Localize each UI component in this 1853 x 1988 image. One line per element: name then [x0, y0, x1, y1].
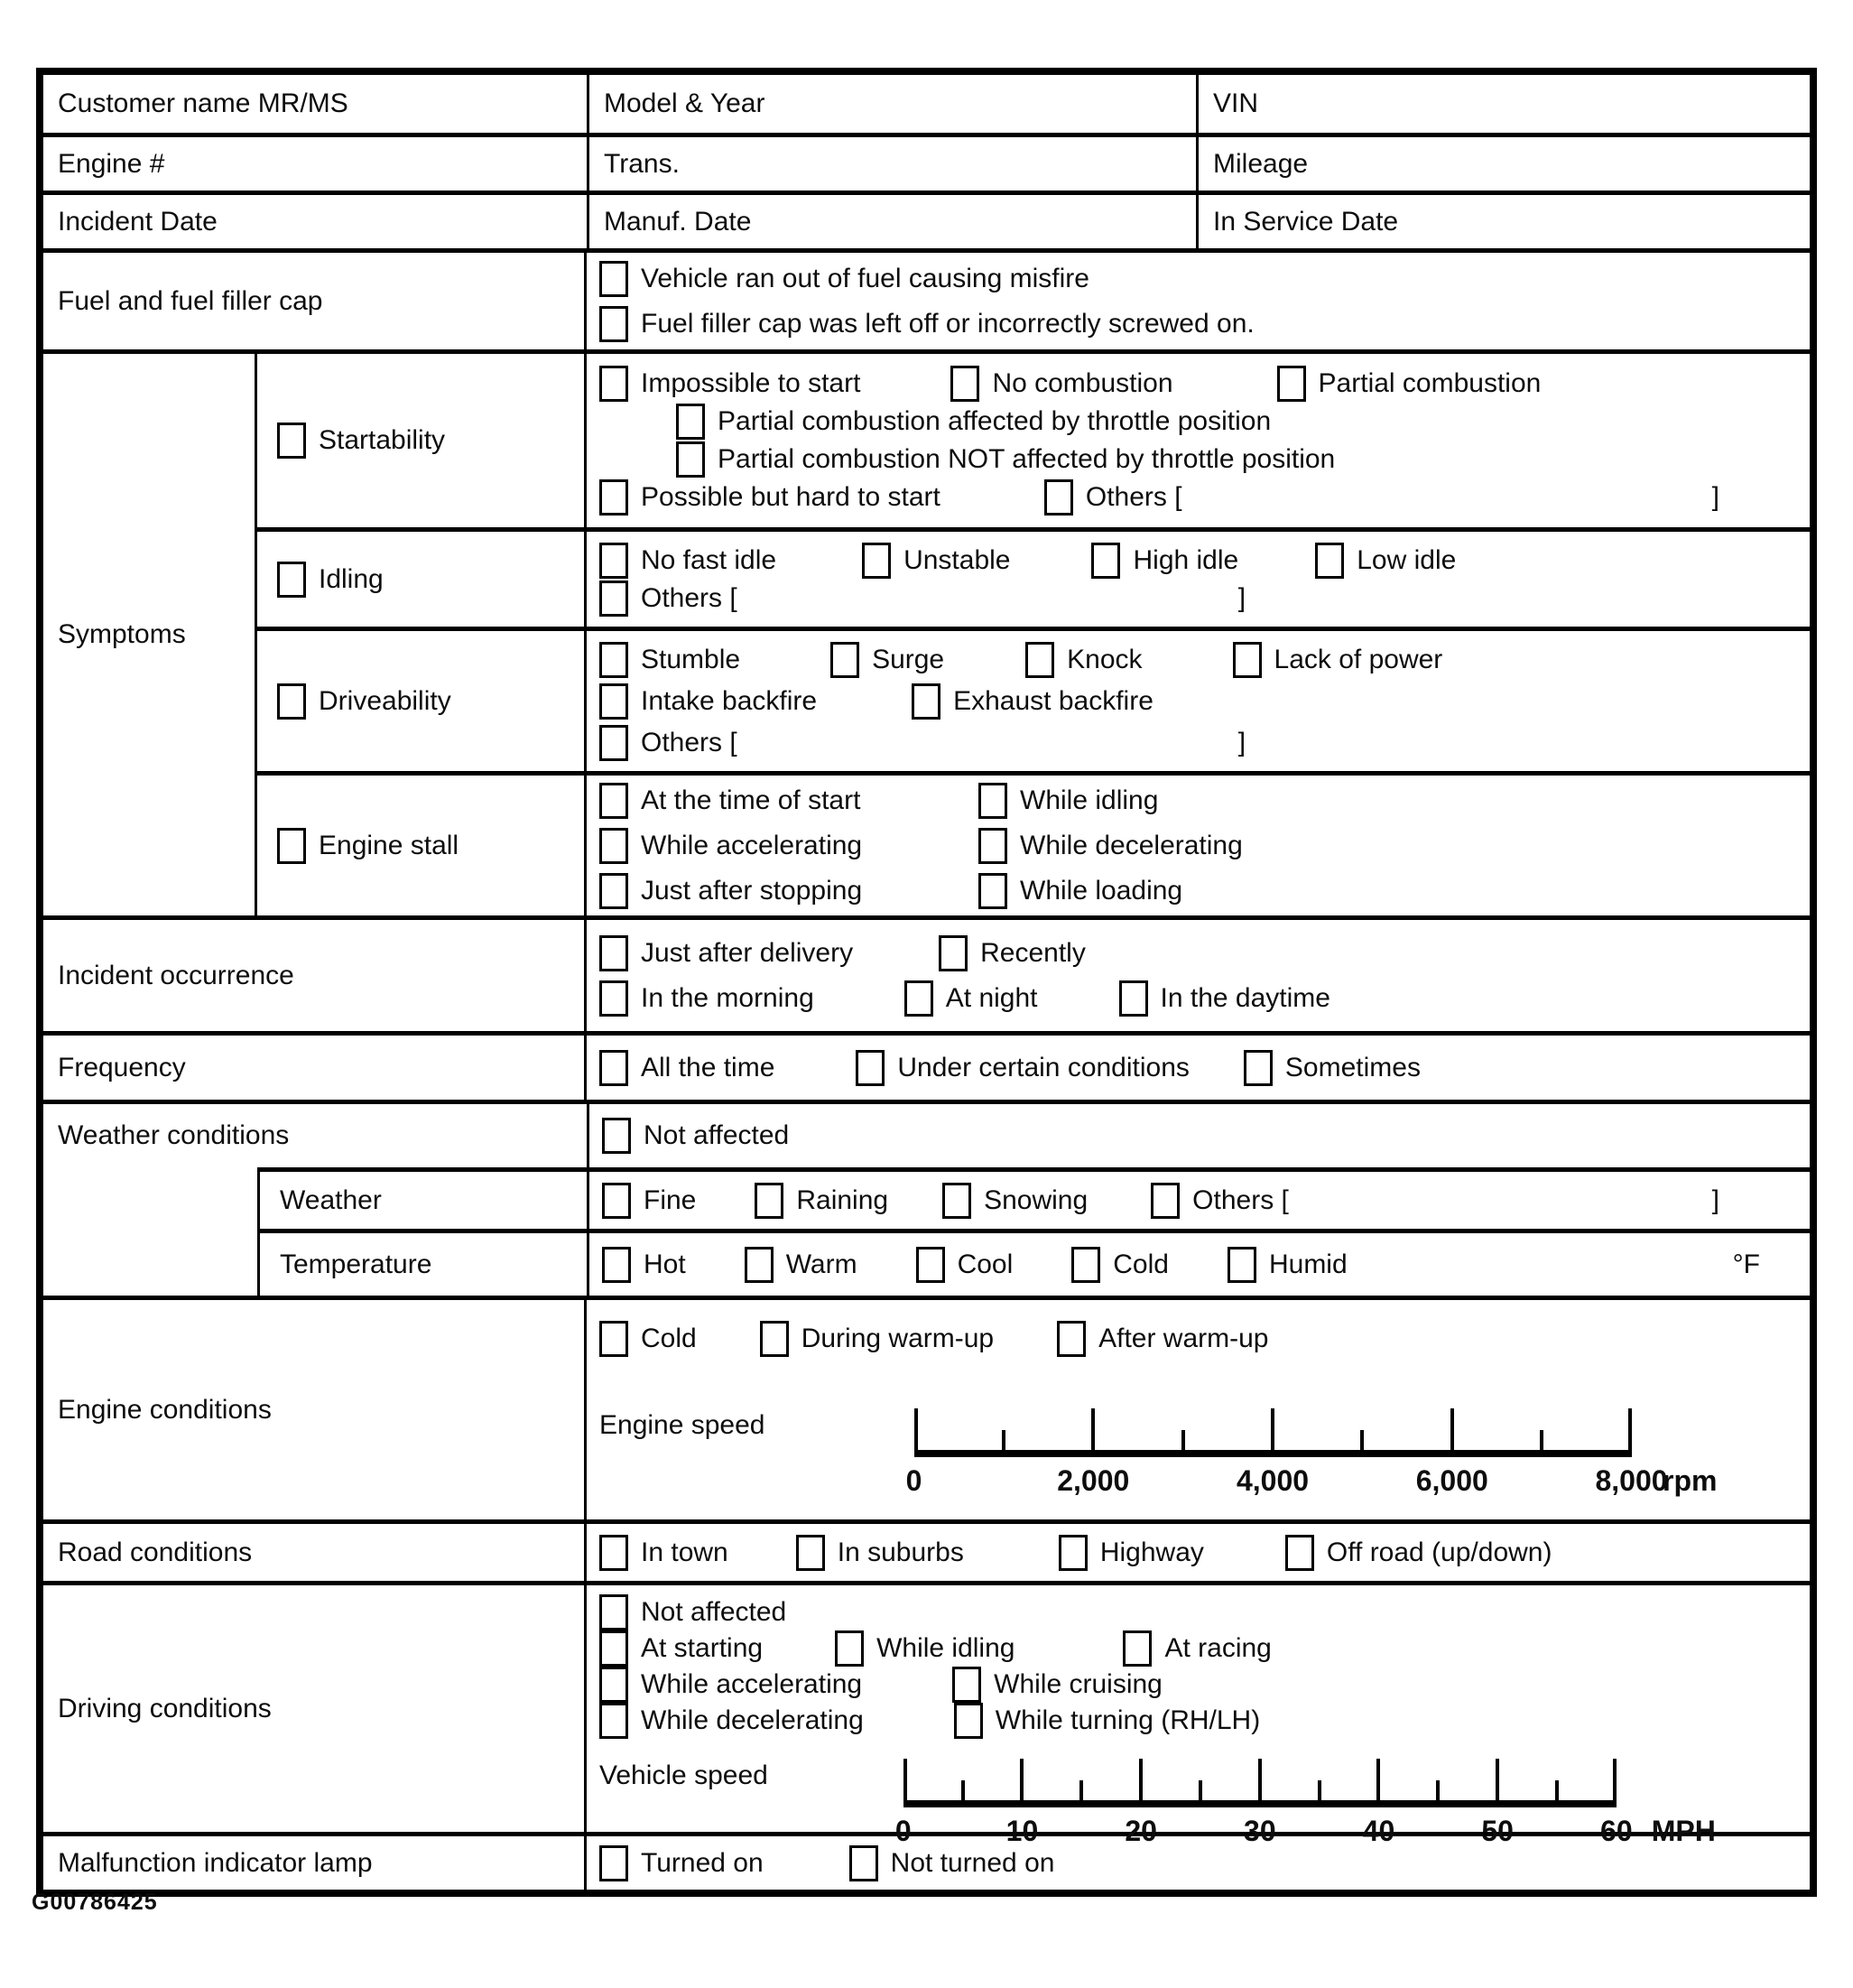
checkbox-after-warm-up[interactable]: [1057, 1321, 1086, 1357]
diagnostic-form-table: [36, 68, 1817, 1897]
rpm-unit: rpm: [1663, 1464, 1718, 1497]
checkbox-no-fast-idle[interactable]: [599, 543, 628, 579]
checkbox-hot[interactable]: [602, 1247, 631, 1283]
opt-startability: Startability: [277, 423, 445, 459]
checkbox-engine-stall[interactable]: [277, 828, 306, 864]
section-fuel: [43, 248, 1810, 349]
section-weather-conditions: [43, 1100, 1810, 1296]
fuel-options: [587, 253, 1810, 349]
section-frequency: [43, 1031, 1810, 1100]
checkbox-humid[interactable]: [1228, 1247, 1256, 1283]
opt-partial-combustion-affected: Partial combustion affected by throttle position: [676, 404, 1271, 440]
opt-stall-while-idling: While idling: [978, 783, 1810, 819]
checkbox-driveability[interactable]: [277, 683, 306, 720]
subrow-engine-stall: [257, 771, 587, 915]
header-row-3: [43, 190, 1810, 248]
section-road-conditions: [43, 1519, 1810, 1581]
field-customer-name[interactable]: [43, 75, 587, 133]
checkbox-sometimes[interactable]: [1244, 1050, 1273, 1086]
checkbox-raining[interactable]: [755, 1183, 783, 1219]
opt-lack-of-power: Lack of power: [1233, 642, 1443, 678]
field-label: Manuf. Date: [604, 206, 752, 237]
checkbox-fine[interactable]: [602, 1183, 631, 1219]
symptoms-section-label: Symptoms: [43, 354, 257, 915]
checkbox-cold-temp[interactable]: [1071, 1247, 1100, 1283]
incident-occurrence-options: [587, 920, 1810, 1031]
opt-at-starting: At starting: [599, 1630, 763, 1667]
field-label: Customer name MR/MS: [58, 88, 348, 118]
engine-speed-ticks: [914, 1401, 1632, 1457]
bracket-close: ]: [1711, 482, 1719, 512]
weather-conditions-label: Weather conditions: [58, 1120, 290, 1150]
bracket-close: ]: [1711, 1184, 1719, 1215]
opt-while-idling: While idling: [835, 1630, 1015, 1667]
checkbox-hard-to-start[interactable]: [599, 479, 628, 516]
vehicle-speed-scale[interactable]: [894, 1751, 1716, 1847]
checkbox-driving-not-affected[interactable]: [599, 1594, 628, 1630]
opt-highway: Highway: [1059, 1535, 1204, 1571]
bracket-close: ]: [1237, 727, 1246, 757]
engine-speed-tick-labels: [905, 1457, 1718, 1497]
checkbox-during-warm-up[interactable]: [760, 1321, 789, 1357]
opt-sometimes: Sometimes: [1244, 1050, 1421, 1086]
startability-options: [587, 354, 1810, 527]
tick-label: 4,000: [1236, 1464, 1310, 1497]
opt-at-racing: At racing: [1123, 1630, 1271, 1667]
driveability-options: [587, 627, 1810, 771]
checkbox-while-turning[interactable]: [954, 1703, 983, 1739]
frequency-options: [587, 1036, 1810, 1100]
checkbox-stall-at-start[interactable]: [599, 783, 628, 819]
opt-under-certain-conditions: Under certain conditions: [856, 1050, 1190, 1086]
opt-in-town: In town: [599, 1535, 728, 1571]
opt-driveability: Driveability: [277, 683, 451, 720]
section-mil: [43, 1832, 1810, 1890]
opt-stall-just-after-stopping: Just after stopping: [599, 873, 978, 909]
opt-partial-combustion-not-affected: Partial combustion NOT affected by throttle position: [676, 441, 1335, 478]
field-engine-number[interactable]: [43, 137, 587, 190]
opt-just-after-delivery: Just after delivery: [599, 935, 853, 971]
field-model-year[interactable]: [587, 75, 1196, 133]
opt-partial-combustion: Partial combustion: [1277, 366, 1542, 402]
tick-label: 2,000: [1057, 1464, 1130, 1497]
subrow-weather: Weather: [257, 1167, 587, 1229]
opt-idling-others: Others [: [599, 581, 737, 617]
vehicle-speed-label: Vehicle speed: [599, 1760, 768, 1790]
opt-impossible-to-start: Impossible to start: [599, 366, 860, 402]
opt-ran-out-of-fuel: Vehicle ran out of fuel causing misfire: [599, 261, 1089, 297]
driving-conditions-label: Driving conditions: [43, 1585, 587, 1832]
opt-filler-cap-left-off: Fuel filler cap was left off or incorrectly screwed on.: [599, 306, 1255, 342]
checkbox-while-decelerating[interactable]: [599, 1703, 628, 1739]
field-label: Incident Date: [58, 206, 218, 237]
checkbox-stall-just-after-stopping[interactable]: [599, 873, 628, 909]
opt-stall-at-start: At the time of start: [599, 783, 978, 819]
opt-low-idle: Low idle: [1315, 543, 1456, 579]
checkbox-warm[interactable]: [745, 1247, 774, 1283]
opt-cool: Cool: [916, 1247, 1014, 1283]
checkbox-intake-backfire[interactable]: [599, 683, 628, 720]
figure-code: G00786425: [32, 1890, 158, 1915]
opt-while-turning: While turning (RH/LH): [954, 1703, 1260, 1739]
checkbox-engine-cold[interactable]: [599, 1321, 628, 1357]
checkbox-unstable[interactable]: [862, 543, 891, 579]
checkbox-while-accelerating[interactable]: [599, 1667, 628, 1703]
tick-label: 0: [894, 1815, 912, 1847]
opt-turned-on: Turned on: [599, 1845, 764, 1881]
checkbox-while-idling[interactable]: [835, 1630, 864, 1667]
incident-occurrence-label: Incident occurrence: [43, 920, 587, 1031]
checkbox-in-the-daytime[interactable]: [1119, 980, 1148, 1017]
checkbox-stall-while-accelerating[interactable]: [599, 828, 628, 864]
field-label: Mileage: [1213, 148, 1309, 179]
checkbox-under-certain-conditions[interactable]: [856, 1050, 885, 1086]
opt-during-warm-up: During warm-up: [760, 1321, 994, 1357]
opt-while-accelerating: While accelerating: [599, 1667, 862, 1703]
header-row-2: [43, 133, 1810, 190]
checkbox-ran-out-of-fuel[interactable]: [599, 261, 628, 297]
section-engine-conditions: [43, 1296, 1810, 1519]
opt-warm: Warm: [745, 1247, 857, 1283]
idling-options: [587, 527, 1810, 627]
opt-in-the-morning: In the morning: [599, 980, 814, 1017]
checkbox-weather-not-affected[interactable]: [602, 1118, 631, 1154]
bracket-close: ]: [1237, 582, 1246, 613]
spacer: [43, 1229, 257, 1296]
checkbox-in-the-morning[interactable]: [599, 980, 628, 1017]
subrow-driveability: [257, 627, 587, 771]
checkbox-exhaust-backfire[interactable]: [912, 683, 940, 720]
opt-raining: Raining: [755, 1183, 888, 1219]
fuel-section-label: Fuel and fuel filler cap: [43, 253, 587, 349]
checkbox-while-cruising[interactable]: [952, 1667, 981, 1703]
checkbox-knock[interactable]: [1025, 642, 1054, 678]
checkbox-impossible-to-start[interactable]: [599, 366, 628, 402]
opt-surge: Surge: [830, 642, 944, 678]
field-label: Engine #: [58, 148, 165, 179]
checkbox-in-suburbs[interactable]: [796, 1535, 825, 1571]
opt-no-fast-idle: No fast idle: [599, 543, 776, 579]
fahrenheit-unit: °F: [1732, 1249, 1760, 1279]
engine-conditions-label: Engine conditions: [43, 1300, 587, 1519]
opt-not-turned-on: Not turned on: [849, 1845, 1055, 1881]
engine-stall-options: [587, 771, 1810, 915]
checkbox-idling-others[interactable]: [599, 581, 628, 617]
checkbox-partial-combustion[interactable]: [1277, 366, 1306, 402]
checkbox-in-town[interactable]: [599, 1535, 628, 1571]
checkbox-startability-others[interactable]: [1044, 479, 1073, 516]
driving-conditions-content: [587, 1585, 1810, 1847]
checkbox-just-after-delivery[interactable]: [599, 935, 628, 971]
checkbox-not-turned-on[interactable]: [849, 1845, 878, 1881]
field-incident-date[interactable]: [43, 195, 587, 248]
tick-label: 0: [905, 1464, 922, 1497]
tick-label: 6,000: [1415, 1464, 1488, 1497]
tick-label: 40: [1362, 1815, 1395, 1847]
weather-options: [587, 1167, 1810, 1229]
checkbox-recently[interactable]: [939, 935, 968, 971]
tick-label: 10: [1005, 1815, 1039, 1847]
checkbox-all-the-time[interactable]: [599, 1050, 628, 1086]
section-symptoms: [43, 349, 1810, 915]
road-conditions-options: [587, 1524, 1810, 1581]
checkbox-partial-combustion-affected[interactable]: [676, 404, 705, 440]
vehicle-speed-ticks: [903, 1751, 1617, 1807]
checkbox-at-starting[interactable]: [599, 1630, 628, 1667]
opt-recently: Recently: [939, 935, 1086, 971]
opt-unstable: Unstable: [862, 543, 1010, 579]
checkbox-stall-while-idling[interactable]: [978, 783, 1007, 819]
opt-weather-not-affected: Not affected: [602, 1118, 789, 1154]
opt-stall-while-accelerating: While accelerating: [599, 828, 978, 864]
weather-not-affected: [587, 1104, 1810, 1167]
mph-unit: MPH: [1651, 1815, 1716, 1847]
checkbox-idling[interactable]: [277, 562, 306, 598]
mil-label: Malfunction indicator lamp: [43, 1836, 587, 1890]
opt-stumble: Stumble: [599, 642, 740, 678]
subrow-idling: [257, 527, 587, 627]
field-mileage[interactable]: [1196, 137, 1810, 190]
opt-high-idle: High idle: [1091, 543, 1238, 579]
field-label: Trans.: [604, 148, 680, 179]
opt-stall-while-decelerating: While decelerating: [978, 828, 1810, 864]
opt-snowing: Snowing: [942, 1183, 1088, 1219]
checkbox-lack-of-power[interactable]: [1233, 642, 1262, 678]
checkbox-filler-cap-left-off[interactable]: [599, 306, 628, 342]
header-row-1: [43, 75, 1810, 133]
opt-exhaust-backfire: Exhaust backfire: [912, 683, 1153, 720]
opt-idling: Idling: [277, 562, 384, 598]
opt-startability-others: Others [: [1044, 479, 1182, 516]
field-manuf-date[interactable]: [587, 195, 1196, 248]
section-driving-conditions: [43, 1581, 1810, 1847]
checkbox-driveability-others[interactable]: [599, 725, 628, 761]
opt-while-decelerating: While decelerating: [599, 1703, 864, 1739]
field-label: Model & Year: [604, 88, 765, 118]
field-transmission[interactable]: [587, 137, 1196, 190]
field-label: VIN: [1213, 88, 1259, 118]
mil-options: [587, 1836, 1810, 1890]
tick-label: 60: [1600, 1815, 1633, 1847]
tick-label: 20: [1125, 1815, 1157, 1847]
checkbox-stall-while-decelerating[interactable]: [978, 828, 1007, 864]
tick-label: 8,000: [1595, 1464, 1668, 1497]
opt-intake-backfire: Intake backfire: [599, 683, 817, 720]
opt-engine-cold: Cold: [599, 1321, 697, 1357]
engine-conditions-content: [587, 1300, 1810, 1519]
opt-weather-others: Others [: [1151, 1183, 1289, 1219]
checkbox-no-combustion[interactable]: [950, 366, 979, 402]
opt-knock: Knock: [1025, 642, 1142, 678]
checkbox-partial-combustion-not-affected[interactable]: [676, 441, 705, 478]
checkbox-low-idle[interactable]: [1315, 543, 1344, 579]
checkbox-off-road[interactable]: [1285, 1535, 1314, 1571]
tick-label: 50: [1481, 1815, 1514, 1847]
engine-speed-scale[interactable]: [905, 1401, 1718, 1497]
field-vin[interactable]: [1196, 75, 1810, 133]
opt-no-combustion: No combustion: [950, 366, 1172, 402]
checkbox-high-idle[interactable]: [1091, 543, 1120, 579]
subrow-temperature: Temperature: [257, 1229, 587, 1296]
road-conditions-label: Road conditions: [43, 1524, 587, 1581]
subrow-startability: [257, 354, 587, 527]
tick-label: 30: [1244, 1815, 1276, 1847]
checkbox-weather-others[interactable]: [1151, 1183, 1180, 1219]
opt-driving-not-affected: Not affected: [599, 1594, 786, 1630]
checkbox-at-racing[interactable]: [1123, 1630, 1152, 1667]
field-in-service-date[interactable]: [1196, 195, 1810, 248]
opt-after-warm-up: After warm-up: [1057, 1321, 1268, 1357]
section-incident-occurrence: [43, 915, 1810, 1031]
opt-off-road: Off road (up/down): [1285, 1535, 1552, 1571]
opt-driveability-others: Others [: [599, 725, 737, 761]
opt-in-suburbs: In suburbs: [796, 1535, 964, 1571]
opt-cold-temp: Cold: [1071, 1247, 1169, 1283]
opt-while-cruising: While cruising: [952, 1667, 1163, 1703]
opt-humid: Humid: [1228, 1247, 1348, 1283]
opt-hot: Hot: [602, 1247, 686, 1283]
checkbox-snowing[interactable]: [942, 1183, 971, 1219]
checkbox-surge[interactable]: [830, 642, 859, 678]
temperature-options: [587, 1229, 1810, 1296]
opt-stall-while-loading: While loading: [978, 873, 1810, 909]
opt-at-night: At night: [904, 980, 1038, 1017]
engine-speed-label: Engine speed: [599, 1410, 765, 1440]
spacer: [43, 1167, 257, 1229]
opt-hard-to-start: Possible but hard to start: [599, 479, 940, 516]
opt-all-the-time: All the time: [599, 1050, 774, 1086]
checkbox-cool[interactable]: [916, 1247, 945, 1283]
frequency-label: Frequency: [43, 1036, 587, 1100]
checkbox-turned-on[interactable]: [599, 1845, 628, 1881]
field-label: In Service Date: [1213, 206, 1399, 237]
checkbox-at-night[interactable]: [904, 980, 933, 1017]
opt-engine-stall: Engine stall: [277, 828, 459, 864]
checkbox-stall-while-loading[interactable]: [978, 873, 1007, 909]
opt-in-the-daytime: In the daytime: [1119, 980, 1330, 1017]
checkbox-startability[interactable]: [277, 423, 306, 459]
checkbox-stumble[interactable]: [599, 642, 628, 678]
opt-fine: Fine: [602, 1183, 696, 1219]
checkbox-highway[interactable]: [1059, 1535, 1088, 1571]
